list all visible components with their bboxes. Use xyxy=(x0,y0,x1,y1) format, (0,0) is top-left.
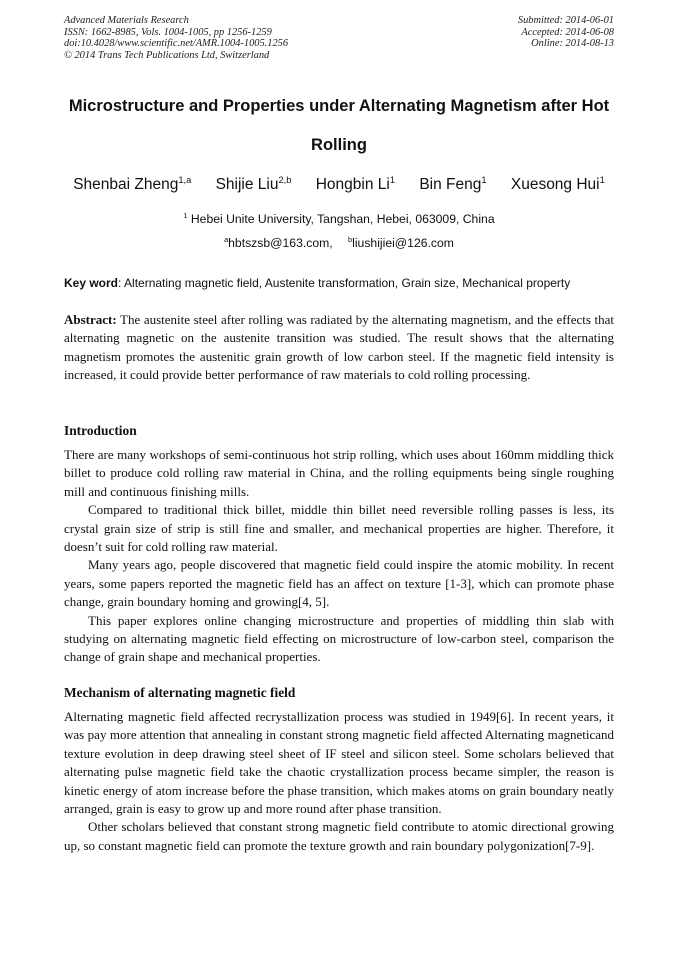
author-name: Shenbai Zheng xyxy=(73,176,179,193)
author xyxy=(419,174,486,196)
author-sup: 1,a xyxy=(178,174,192,185)
copyright-line: © 2014 Trans Tech Publications Ltd, Switzerland xyxy=(64,49,270,61)
author xyxy=(511,174,605,196)
author-name: Bin Feng xyxy=(419,176,482,193)
author xyxy=(316,174,395,196)
submitted-date: Submitted: 2014-06-01 xyxy=(517,15,614,26)
keywords-label: Key word xyxy=(64,276,119,290)
paper-title: Microstructure and Properties under Alternating Magnetism after Hot Rolling xyxy=(68,97,610,154)
keywords-text: : Alternating magnetic field, Austenite transformation, Grain size, Mechanical property xyxy=(118,276,571,290)
paragraph: Compared to traditional thick billet, middle thin billet need reversible rolling passes is less, its crystal grain size of strip is still fine and smaller, and mechanical properties are higher. Therefore, it doesn’t suit for cold rolling raw material. xyxy=(64,502,614,555)
keywords xyxy=(64,274,624,292)
submission-dates xyxy=(518,15,614,50)
section-introduction xyxy=(64,446,614,667)
email-text: hbtszsb@163.com, xyxy=(228,236,333,250)
author-list xyxy=(0,174,678,196)
author xyxy=(216,174,292,196)
accepted-date: Accepted: 2014-06-08 xyxy=(521,26,614,38)
section-title-introduction: Introduction xyxy=(64,423,137,438)
author-sup: 1 xyxy=(599,174,605,185)
author-name: Xuesong Hui xyxy=(510,176,600,193)
author-sup: 1 xyxy=(481,174,487,185)
issn-line: ISSN: 1662-8985, Vols. 1004-1005, pp 1256-1259 xyxy=(64,26,272,38)
doi-line: doi:10.4028/www.scientific.net/AMR.1004-1005.1256 xyxy=(64,38,289,50)
paragraph: Other scholars believed that constant strong magnetic field contribute to atomic directional growing up, so constant magnetic field can promote the texture growth and rain boundary polygonization[7-9]. xyxy=(64,819,614,853)
author-name: Hongbin Li xyxy=(315,176,390,193)
abstract-text: The austenite steel after rolling was radiated by the alternating magnetism, and the effects that alternating magnetic on the austenite transition was studied. The result shows that the alternating magnetism promotes the austenitic grain growth of low carbon steel. If the magnetic field intensity is increased, it could provide better performance of raw materials to cold rolling processing. xyxy=(64,312,614,383)
author-sup: 2,b xyxy=(278,174,292,185)
journal-info xyxy=(64,15,288,61)
author-sup: 1 xyxy=(389,174,396,185)
section-mechanism xyxy=(64,708,614,855)
paragraph: Many years ago, people discovered that magnetic field could inspire the atomic mobility. In recent years, some papers reported the magnetic field has an affect on texture [1-3], which can promote phase change, grain boundary homing and growing[4, 5]. xyxy=(64,557,614,610)
email-sup: a xyxy=(224,234,229,244)
author-emails xyxy=(0,234,678,252)
email-text: liushijiei@126.com xyxy=(352,236,454,250)
author-name: Shijie Liu xyxy=(215,176,279,193)
section-title-mechanism: Mechanism of alternating magnetic field xyxy=(64,685,296,700)
email-a[interactable] xyxy=(224,236,333,250)
online-date: Online: 2014-08-13 xyxy=(531,38,614,50)
affiliation-sup: 1 xyxy=(183,210,188,220)
paragraph: This paper explores online changing microstructure and properties of middling thin slab with studying on alternating magnetic field effecting on microstructure of low-carbon steel, comparison the change of grain shape and mechanical properties. xyxy=(64,612,614,665)
email-b[interactable] xyxy=(348,236,454,250)
paragraph: There are many workshops of semi-continuous hot strip rolling, which uses about 160mm middling thick billet to produce cold rolling raw material in China, and the rolling equipments being single roughing mill and continuous finishing mills. xyxy=(64,447,614,499)
author xyxy=(73,174,191,196)
journal-name: Advanced Materials Research xyxy=(64,15,189,26)
email-sup: b xyxy=(348,234,353,244)
affiliation-text: Hebei Unite University, Tangshan, Hebei, 063009, China xyxy=(190,212,495,226)
affiliation xyxy=(0,210,678,228)
paragraph: Alternating magnetic field affected recrystallization process was studied in 1949[6]. In recent years, it was pay more attention that annealing in constant strong magnetic field affected Alternating magneticand texture evolution in deep drawing steel sheet of IF steel and silicon steel. Some scholars believed that alternating pulse magnetic field take the chaotic crystallization process became simpler, the reason is kinetic energy of atom increase before the phase transition, which makes atoms on grain boundary neatly arranged, grain is easy to grow up and more round after phase transition. xyxy=(64,709,614,817)
abstract-label: Abstract: xyxy=(64,312,117,327)
abstract xyxy=(64,311,614,385)
